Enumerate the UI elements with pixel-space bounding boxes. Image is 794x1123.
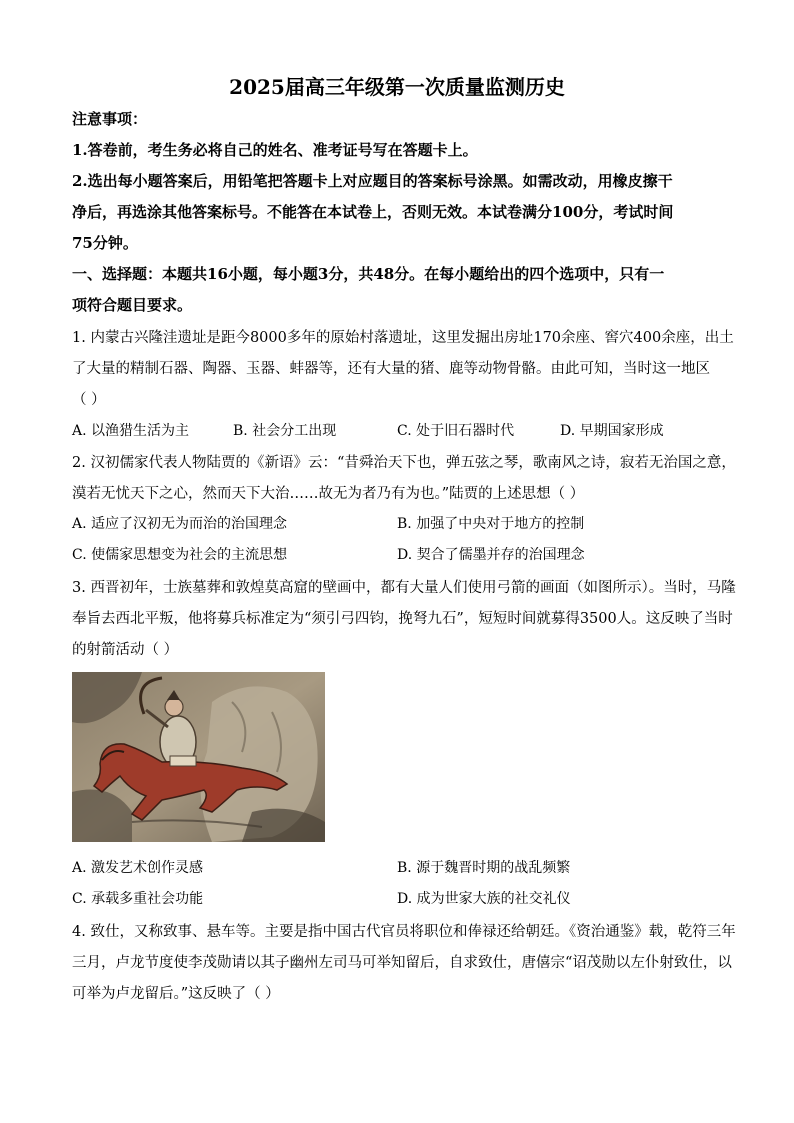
q3-stem-line-1: 3. 西晋初年，士族墓葬和敦煌莫高窟的壁画中，都有大量人们使用弓箭的画面（如图所示）。当时，马隆 — [72, 580, 736, 596]
q1-option-a: A. 以渔猎生活为主 — [72, 423, 190, 439]
q2-option-b: B. 加强了中央对于地方的控制 — [397, 516, 585, 532]
notice-item-1: 1.答卷前，考生务必将自己的姓名、准考证号写在答题卡上。 — [72, 141, 478, 159]
notice-item-2-line-3: 75分钟。 — [72, 234, 138, 252]
q3-stem-line-3: 的射箭活动（ ） — [72, 642, 179, 658]
q3-option-c: C. 承载多重社会功能 — [72, 891, 204, 907]
q2-option-d: D. 契合了儒墨并存的治国理念 — [397, 547, 585, 563]
q2-option-c: C. 使儒家思想变为社会的主流思想 — [72, 547, 288, 563]
q4-stem-line-3: 可举为卢龙留后。”这反映了（ ） — [72, 986, 280, 1002]
q2-stem-line-1: 2. 汉初儒家代表人物陆贾的《新语》云：“昔舜治天下也，弹五弦之琴，歌南风之诗，寂若无治国之意， — [72, 455, 736, 471]
q1-stem-line-1: 1. 内蒙古兴隆洼遗址是距今8000多年的原始村落遗址，这里发掘出房址170余座、窖穴400余座，出土 — [72, 330, 734, 346]
q1-option-b: B. 社会分工出现 — [233, 423, 337, 439]
section-heading-line-2: 项符合题目要求。 — [72, 296, 193, 314]
q2-option-a: A. 适应了汉初无为而治的治国理念 — [72, 516, 288, 532]
q3-option-a: A. 激发艺术创作灵感 — [72, 860, 204, 876]
mural-archery-image — [72, 672, 325, 842]
notice-heading: 注意事项： — [72, 110, 148, 128]
section-heading-line-1: 一、选择题：本题共16小题，每小题3分，共48分。在每小题给出的四个选项中，只有一 — [72, 265, 665, 283]
q3-option-b: B. 源于魏晋时期的战乱频繁 — [397, 860, 571, 876]
q1-option-c: C. 处于旧石器时代 — [397, 423, 515, 439]
q1-stem-line-2: 了大量的精制石器、陶器、玉器、蚌器等，还有大量的猪、鹿等动物骨骼。由此可知，当时这一地区 — [72, 361, 710, 377]
q1-option-d: D. 早期国家形成 — [560, 423, 664, 439]
notice-item-2-line-2: 净后，再选涂其他答案标号。不能答在本试卷上，否则无效。本试卷满分100分，考试时间 — [72, 203, 674, 221]
q3-option-d: D. 成为世家大族的社交礼仪 — [397, 891, 571, 907]
q4-stem-line-1: 4. 致仕，又称致事、悬车等。主要是指中国古代官员将职位和俸禄还给朝廷。《资治通鉴》载，乾符三年 — [72, 924, 736, 940]
notice-item-2-line-1: 2.选出每小题答案后，用铅笔把答题卡上对应题目的答案标号涂黑。如需改动，用橡皮擦干 — [72, 172, 673, 190]
q4-stem-line-2: 三月，卢龙节度使李茂勋请以其子幽州左司马可举知留后，自求致仕，唐僖宗“诏茂勋以左仆射致仕，以 — [72, 955, 732, 971]
q2-stem-line-2: 漠若无忧天下之心，然而天下大治……故无为者乃有为也。”陆贾的上述思想（ ） — [72, 486, 585, 502]
exam-title: 2025届高三年级第一次质量监测历史 — [229, 75, 565, 99]
q1-stem-line-3: （ ） — [72, 392, 106, 408]
q3-stem-line-2: 奉旨去西北平叛，他将募兵标准定为“须引弓四钧，挽弩九石”，短短时间就募得3500人。这反映了当时 — [72, 611, 733, 627]
